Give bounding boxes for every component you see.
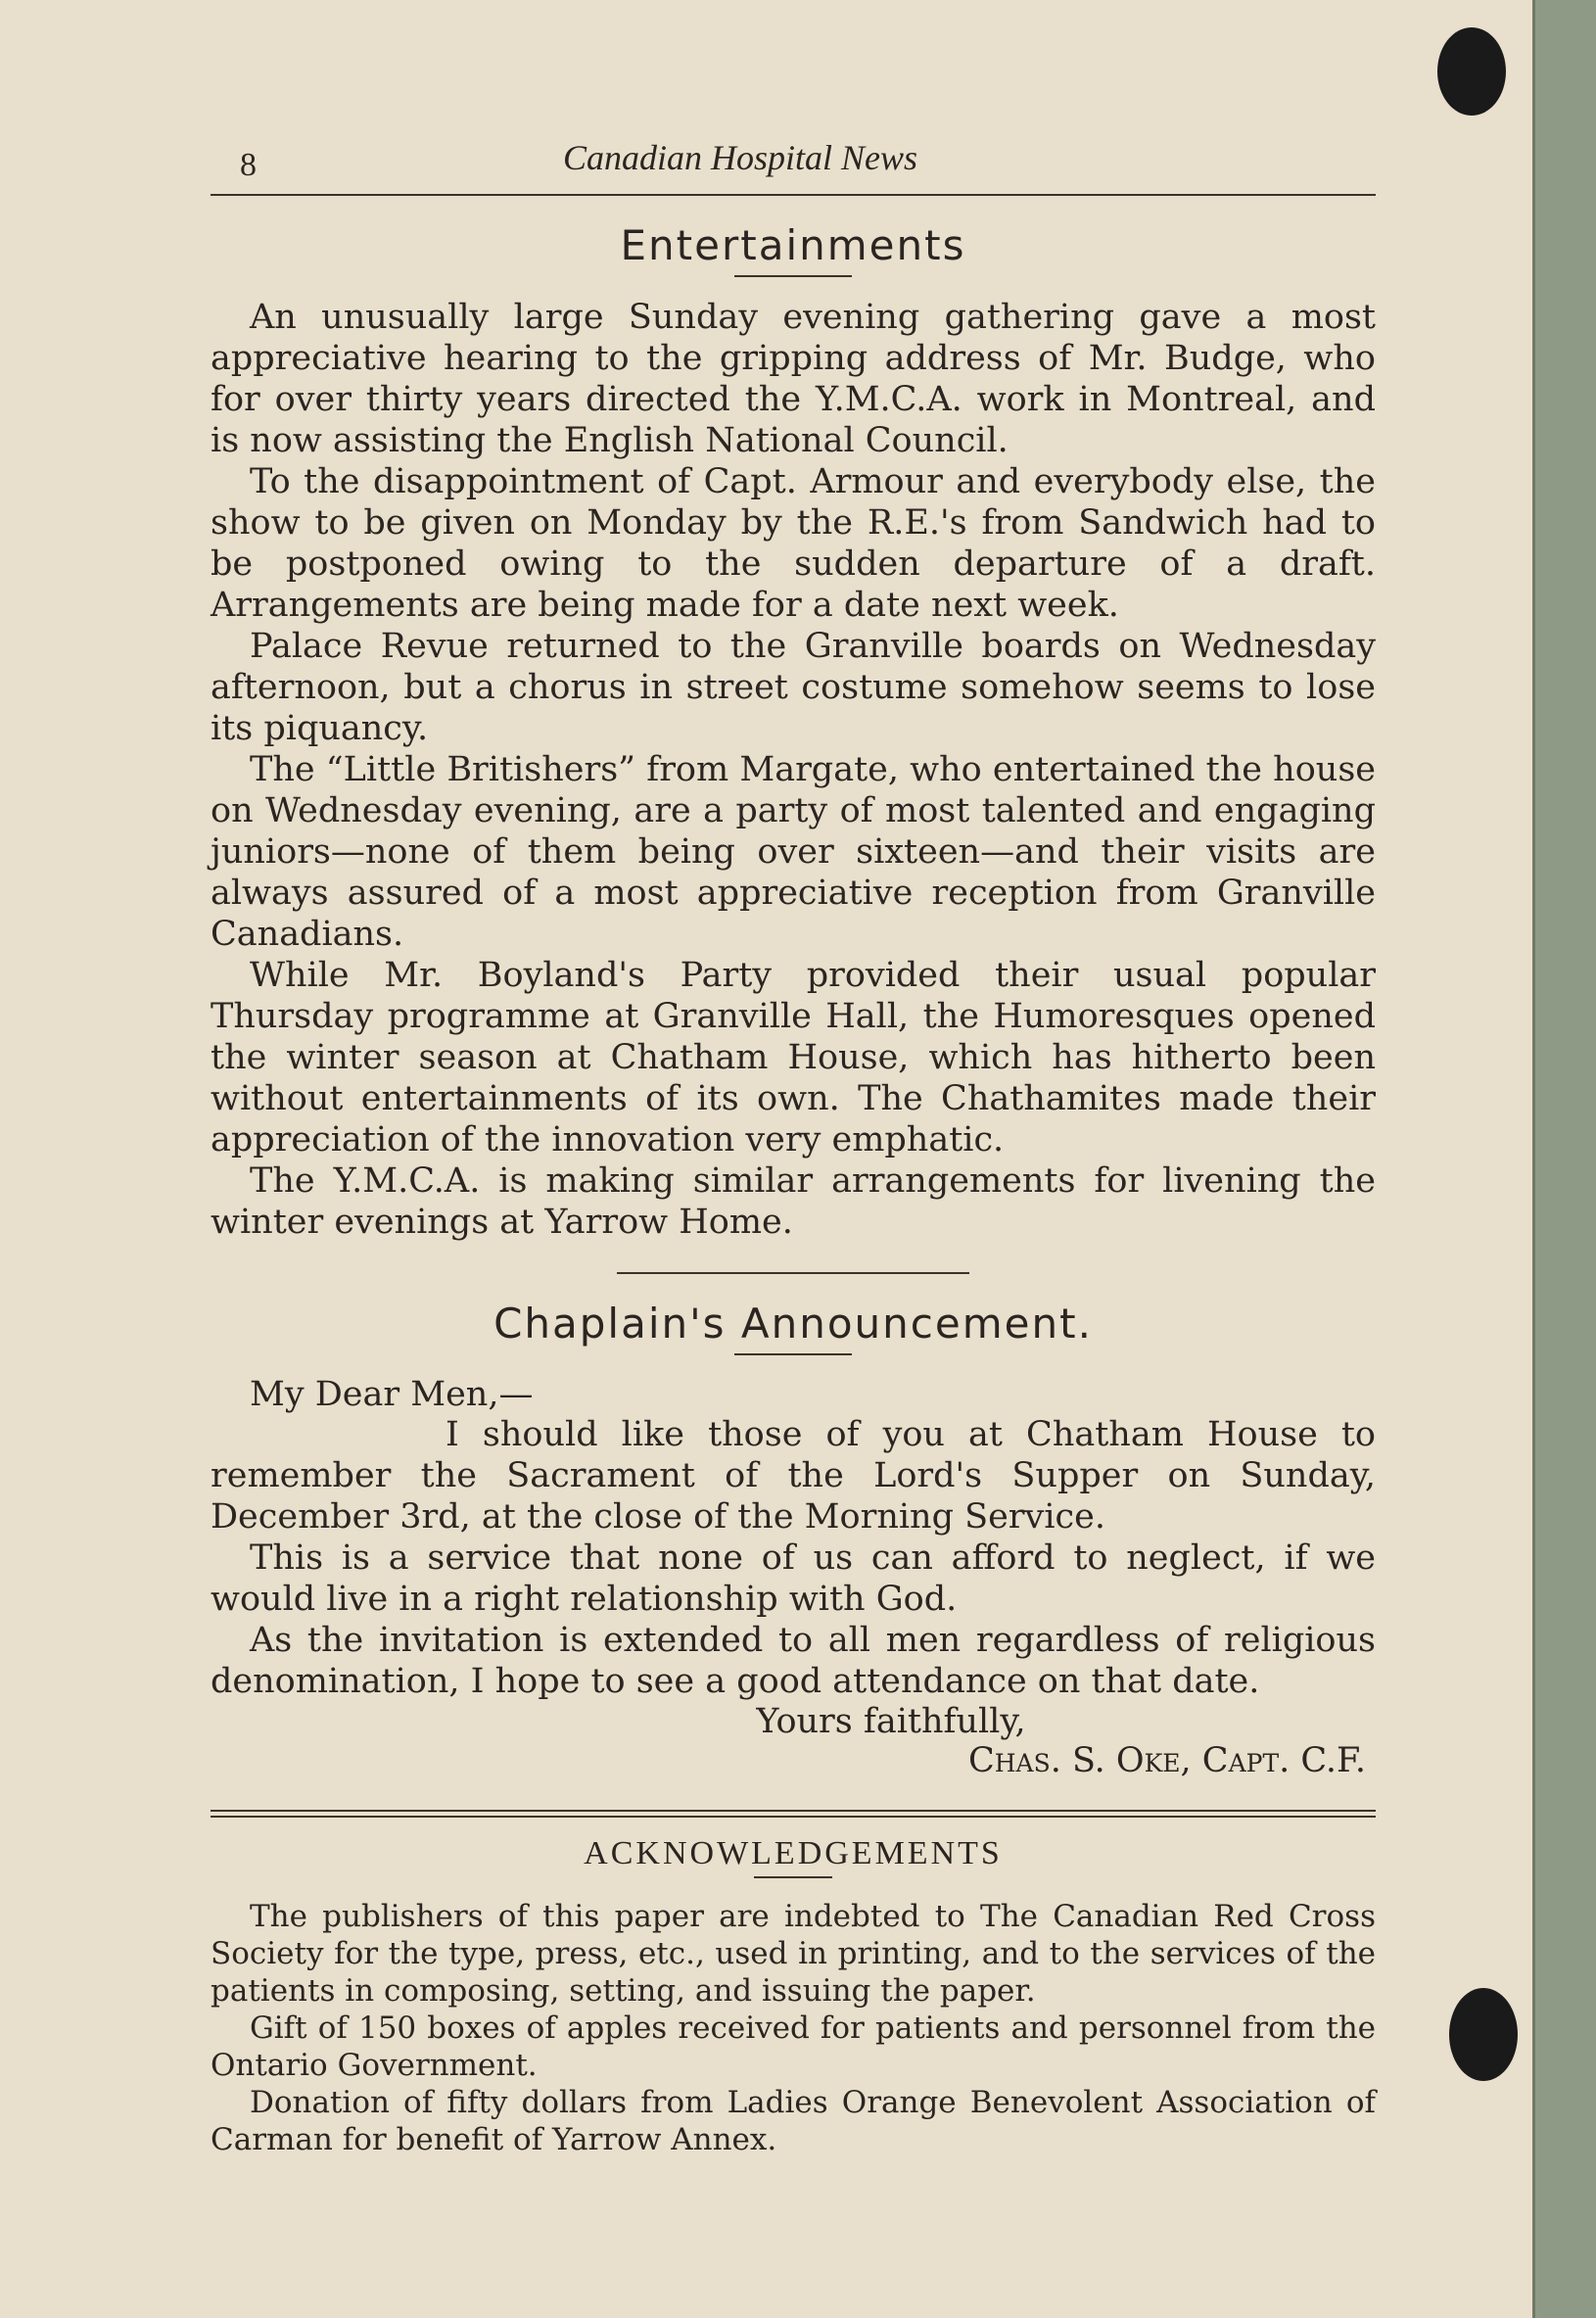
paragraph: To the disappointment of Capt. Armour and everybody else, the show to be given on Monday by the R.E.'s from Sandwich had to be postponed owing to the sudden departure of a draft. Arrangements are being made for a date next week. [211, 462, 1376, 625]
signature: Chas. S. Oke, Capt. C.F. [967, 1741, 1366, 1780]
paragraph: Donation of fifty dollars from Ladies Orange Benevolent Association of Carman for benefit of Yarrow Annex. [211, 2085, 1376, 2157]
running-header [211, 137, 1376, 183]
binding-spine [1532, 0, 1596, 2318]
paragraph: The “Little Britishers” from Margate, who entertained the house on Wednesday evening, are a party of most talented and engaging juniors—none of them being over sixteen—and their visits are always assured of a most appreciative reception from Granville Canadians. [211, 750, 1376, 954]
paragraph: The Y.M.C.A. is making similar arrangements for livening the winter evenings at Yarrow Home. [211, 1161, 1376, 1242]
paragraph: An unusually large Sunday evening gathering gave a most appreciative hearing to the gripping address of Mr. Budge, who for over thirty years directed the Y.M.C.A. work in Montreal, and is now assisting the English National Council. [211, 298, 1376, 460]
page-number: 8 [240, 147, 257, 183]
heading-underline [734, 1353, 852, 1355]
chaplain-heading: Chaplain's Announcement. [493, 1300, 1093, 1348]
paragraph: Gift of 150 boxes of apples received for patients and personnel from the Ontario Government. [211, 2011, 1376, 2083]
paragraph: I should like those of you at Chatham House to remember the Sacrament of the Lord's Supper on Sunday, December 3rd, at the close of the Morning Service. [211, 1415, 1376, 1537]
heading-underline [754, 1876, 832, 1878]
closing: Yours faithfully, [756, 1702, 1026, 1741]
salutation: My Dear Men,— [250, 1375, 534, 1414]
double-rule [211, 1810, 1376, 1818]
heading-underline [734, 275, 852, 277]
binding-hole [1437, 27, 1506, 116]
acknowledgements-heading: ACKNOWLEDGEMENTS [584, 1835, 1003, 1871]
section-divider [617, 1272, 969, 1274]
paragraph: While Mr. Boyland's Party provided their usual popular Thursday programme at Granville Hall, the Humoresques opened the winter season at Chatham House, which has hitherto been without entertainments of its own. The Chathamites made their appreciation of the innovation very emphatic. [211, 956, 1376, 1159]
binding-hole [1449, 1988, 1518, 2081]
paragraph: The publishers of this paper are indebted to The Canadian Red Cross Society for the type, press, etc., used in printing, and to the services of the patients in composing, setting, and issuing the paper. [211, 1899, 1376, 2009]
publication-title: Canadian Hospital News [563, 138, 918, 177]
entertainments-heading: Entertainments [620, 221, 966, 269]
paragraph: This is a service that none of us can afford to neglect, if we would live in a right relationship with God. [211, 1538, 1376, 1619]
paragraph: Palace Revue returned to the Granville boards on Wednesday afternoon, but a chorus in street costume somehow seems to lose its piquancy. [211, 627, 1376, 748]
page-content [211, 137, 1376, 2158]
paragraph: As the invitation is extended to all men regardless of religious denomination, I hope to see a good attendance on that date. [211, 1621, 1376, 1701]
header-rule [211, 194, 1376, 196]
